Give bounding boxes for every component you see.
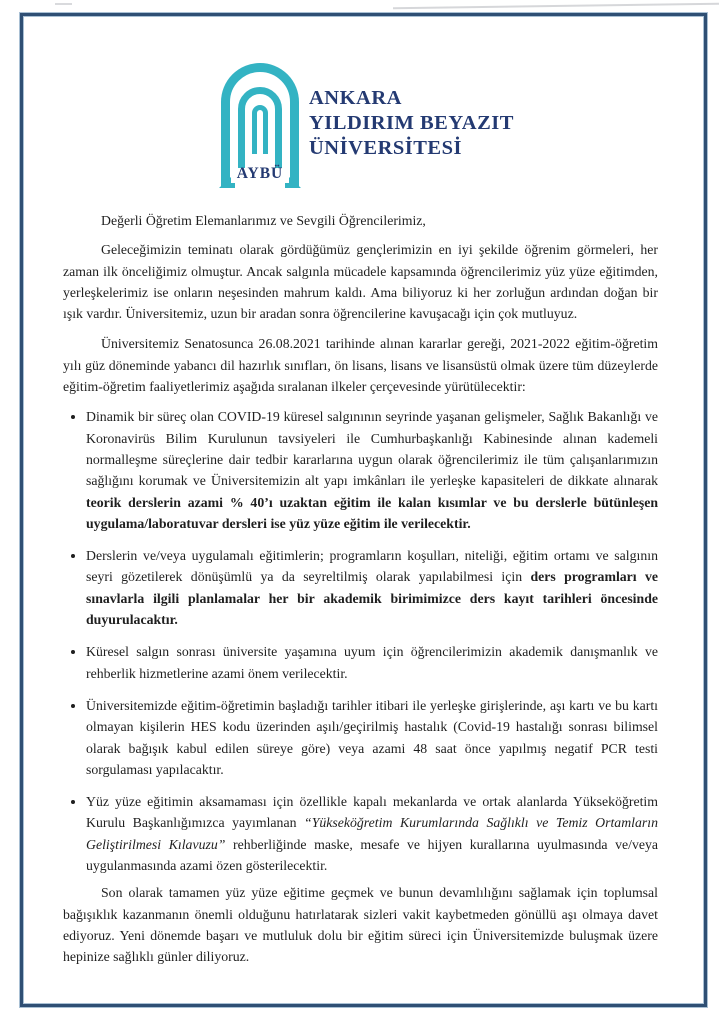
university-name-line-1: ANKARA [309, 87, 402, 109]
bullet-item-hes-pcr-check [86, 695, 658, 780]
bullet-item-counseling [86, 641, 658, 684]
bullet-item-hygiene-guide [86, 791, 658, 876]
bullet-item-course-planning [86, 545, 658, 630]
university-name-line-2: YILDIRIM BEYAZIT [309, 112, 514, 134]
text-run: Üniversitemizde eğitim-öğretimin başladığı tarihler itibari ile yerleşke girişlerinde, aşı kartı ve bu kartı olmayan kişilerin HES kodu üzerinden aşılı/geçirilmiş hastalık (Covid-19 hastalığı sonrası bilimsel olarak bağışık kabul edilen süreye göre) veya azami 48 saat önce yapılmış negatif PCR testi sorgulaması yapılacaktır. [86, 697, 658, 777]
text-run: Derslerin ve/veya uygulamalı eğitimlerin; programların koşulları, niteliği, eğitim ortamı ve salgının seyri gözetilerek dönüşümlü ya da seyreltilmiş olarak yapılabilmesi için [86, 548, 658, 585]
text-run: “Yükseköğretim Kurumlarında Sağlıklı ve Temiz Ortamların Geliştirilmesi Kılavuzu” [86, 815, 659, 852]
intro-paragraph-1: Geleceğimizin teminatı olarak gördüğümüz gençlerimizin en iyi şekilde öğrenim görmeleri, her zaman ilk önceliğimiz olmuştur. Ancak salgınla mücadele kapsamında öğrencilerimiz yüz yüze eğitimden, yerleşkelerimiz ise onların neşesinden mahrum kaldı. Ama biliyoruz ki her zorluğun ardından doğan bir ışık vardır. Üniversitemiz, uzun bir aradan sonra öğrencilerine kavuşacağı için çok mutluyuz. [63, 242, 658, 322]
university-name [309, 86, 514, 161]
text-run: ders programları ve sınavlarla ilgili planlamalar her bir akademik birimimizce ders kayıt tarihleri öncesinde duyurulacaktır. [86, 569, 659, 628]
logo-acronym-text: AYBÜ [236, 165, 284, 182]
text-run: Küresel salgın sonrası üniversite yaşamına uyum için öğrencilerimizin akademik danışmanlık ve rehberlik hizmetlerine azami önem verilecektir. [86, 644, 658, 681]
intro-paragraph-2: Üniversitemiz Senatosunca 26.08.2021 tarihinde alınan kararlar gereği, 2021-2022 eğitim-öğretim yılı güz döneminde yabancı dil hazırlık sınıfları, ön lisans, lisans ve lisansüstü olmak üzere tüm düzeylerde eğitim-öğretim faaliyetlerimiz aşağıda sıralanan ilkeler çerçevesinde yürütülecektir: [63, 336, 658, 395]
university-masthead [63, 62, 658, 188]
text-run: teorik derslerin azami % 40’ı uzaktan eğitim ile kalan kısımlar ve bu derslerle bütünleşen uygulama/laboratuvar dersleri ise yüz yüze eğitim ile verilecektir. [86, 494, 658, 531]
text-run: rehberliğinde maske, mesafe ve hijyen kurallarına uyulmasında ve/veya uygulanmasında azami özen gösterilecektir. [86, 836, 658, 874]
principles-bullet-list [63, 406, 658, 876]
text-run: Dinamik bir süreç olan COVID-19 küresel salgınının seyrinde yaşanan gelişmeler, Sağlık Bakanlığı ve Koronavirüs Bilim Kurulunun tavsiyeleri ile Cumhurbaşkanlığı Kabinesinde alınan kademeli normalleşme süreçlerine dair tedbir kararlarına uygun olarak öğrencilerimiz ile tüm çalışanlarımızın sağlığını korumak ve Üniversitemizin alt yapı imkânları ile yerleşke kapasiteleri de dikkate alınarak [86, 409, 658, 489]
bullet-item-distance-education [86, 406, 658, 534]
aybu-logo-arch-icon [219, 62, 301, 188]
university-name-line-3: ÜNİVERSİTESİ [309, 137, 462, 159]
closing-paragraph: Son olarak tamamen yüz yüze eğitime geçmek ve bunun devamlılığını sağlamak için toplumsal bağışıklık kazanmanın önemli olduğunu hatırlatarak sizleri vakit kaybetmeden gönüllü aşı olmaya davet ediyoruz. Yeni dönemde başarı ve mutluluk dolu bir eğitim süreci için Üniversitemizde buluşmak üzere hepinize sağlıklı günler diliyoruz. [63, 885, 658, 965]
text-run: Yüz yüze eğitimin aksamaması için özellikle kapalı mekanlarda ve ortak alanlarda Yükseköğretim Kurulu Başkanlığımızca yayımlanan [86, 794, 658, 831]
letter-content [63, 0, 658, 968]
salutation-line: Değerli Öğretim Elemanlarımız ve Sevgili Öğrencilerimiz, [101, 213, 426, 228]
